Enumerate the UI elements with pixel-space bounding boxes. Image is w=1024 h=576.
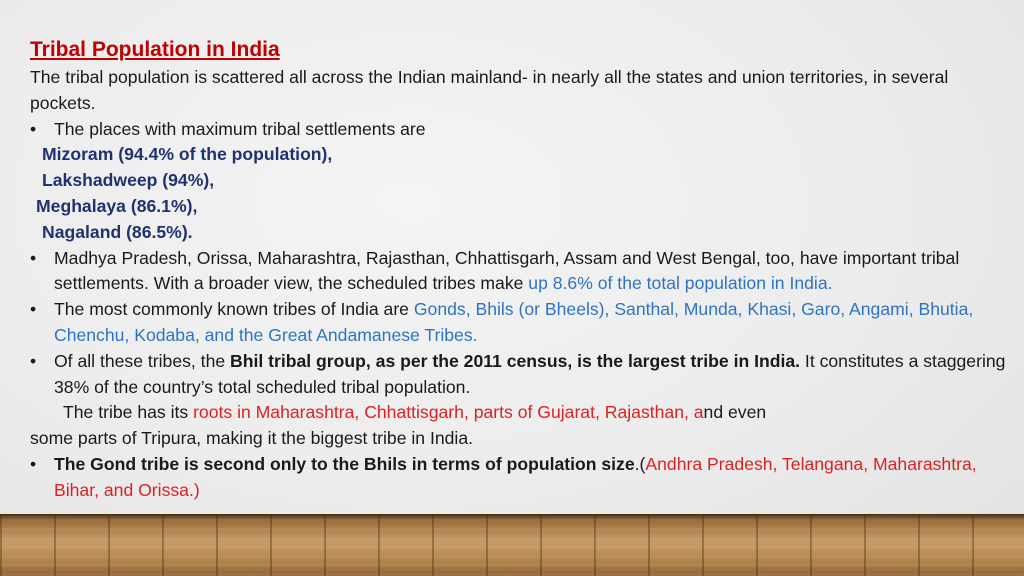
bullet-item-3: [30, 297, 1010, 349]
bullet-icon: •: [30, 350, 37, 371]
bullet-3-highlight: Gonds, Bhils (or Bheels), Santhal, Munda, Khasi, Garo, Angami, Bhutia, Chenchu, Kodaba, and the Great Andamanese Tribes.: [54, 299, 974, 345]
bullet-icon: •: [30, 453, 37, 474]
state-meghalaya: Meghalaya (86.1%),: [36, 195, 198, 216]
state-mizoram: Mizoram (94.4% of the population),: [42, 144, 333, 165]
bullet-2-text: Madhya Pradesh, Orissa, Maharashtra, Rajasthan, Chhattisgarh, Assam and West Bengal, too, have important tribal settlements. With a broader view, the scheduled tribes make: [54, 247, 960, 294]
bullet-icon: •: [30, 299, 37, 320]
bullet-3-text: The most commonly known tribes of India are: [54, 299, 414, 320]
bullet-icon: •: [30, 118, 37, 139]
wood-floor-decoration: [0, 514, 1024, 576]
bullet-5-bold: The Gond tribe is second only to the Bhils in terms of population size: [54, 453, 635, 474]
bullet-4-text: Of all these tribes, the: [54, 350, 231, 371]
bullet-4-rest: It constitutes a staggering 38% of the country’s total scheduled tribal population.: [54, 350, 1006, 397]
bullet-5-highlight: Andhra Pradesh, Telangana, Maharashtra, Bihar, and Orissa.): [54, 453, 977, 500]
bullet-item-4: [30, 349, 1010, 401]
state-lakshadweep: Lakshadweep (94%),: [42, 170, 215, 191]
roots-rest: nd even: [703, 402, 767, 423]
intro-paragraph: The tribal population is scattered all across the Indian mainland- in nearly all the states and union territories, in several pockets.: [30, 67, 949, 113]
bullet-1-text: The places with maximum tribal settlements are: [54, 118, 426, 139]
state-nagaland: Nagaland (86.5%).: [42, 221, 193, 242]
bullet-icon: •: [30, 247, 37, 268]
bullet-item-2: [30, 246, 1010, 298]
slide-content: [30, 36, 1010, 504]
roots-continuation: some parts of Tripura, making it the biggest tribe in India.: [30, 428, 473, 449]
bullet-item-5: [30, 452, 1010, 504]
bullet-2-highlight: up 8.6% of the total population in India.: [528, 273, 833, 294]
roots-highlight: roots in Maharashtra, Chhattisgarh, parts of Gujarat, Rajasthan, a: [193, 402, 704, 423]
bullet-4-bold: Bhil tribal group, as per the 2011 census, is the largest tribe in India.: [230, 350, 801, 371]
roots-text: The tribe has its: [63, 402, 194, 423]
bullet-item-1: [30, 117, 1010, 143]
bullet-5-punct: .(: [634, 453, 646, 474]
slide-title: Tribal Population in India: [30, 38, 280, 61]
roots-line: [30, 400, 1010, 426]
